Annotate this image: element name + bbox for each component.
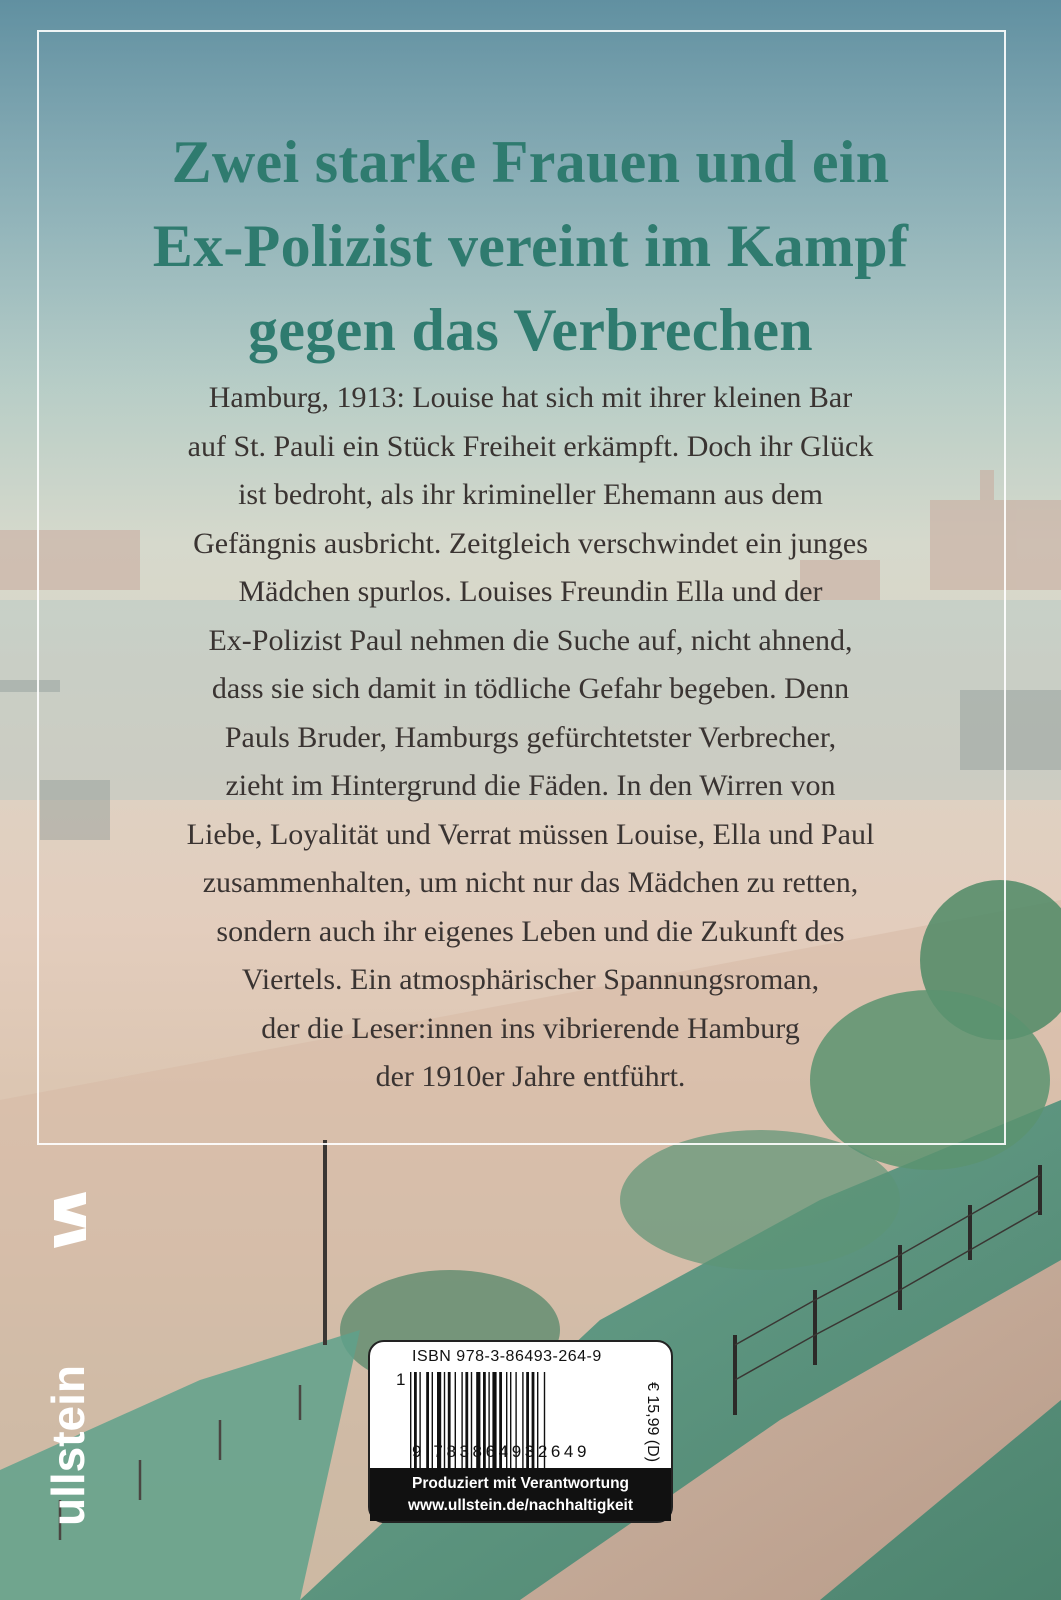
barcode-digits bbox=[412, 1442, 638, 1462]
blurb-text bbox=[100, 374, 961, 1102]
blurb-line: Ex-Polizist Paul nehmen die Suche auf, nicht ahnend, bbox=[208, 623, 853, 657]
blurb-line: Mädchen spurlos. Louises Freundin Ella und der bbox=[238, 575, 823, 608]
headline-line: Ex-Polizist vereint im Kampf bbox=[152, 213, 909, 279]
blurb-line: der die Leser:innen ins vibrierende Hamburg bbox=[261, 1011, 800, 1045]
blurb-line: zusammenhalten, um nicht nur das Mädchen zu retten, bbox=[202, 866, 859, 899]
ullstein-mark-icon bbox=[54, 1192, 86, 1228]
blurb-line: auf St. Pauli ein Stück Freiheit erkämpft. Doch ihr Glück bbox=[187, 429, 874, 463]
sustainability-footer bbox=[370, 1468, 671, 1521]
publisher-wordmark: ullstein bbox=[42, 1364, 94, 1526]
isbn-label: ISBN 978-3-86493-264-9 bbox=[412, 1348, 602, 1365]
blurb-line: der 1910er Jahre entführt. bbox=[375, 1060, 686, 1093]
blurb-line: Gefängnis ausbricht. Zeitgleich verschwindet ein junges bbox=[193, 526, 868, 560]
barcode-first-digit: 9 bbox=[412, 1442, 426, 1461]
barcode-box bbox=[368, 1340, 673, 1523]
headline-line: gegen das Verbrechen bbox=[248, 297, 813, 363]
blurb-line: Liebe, Loyalität und Verrat müssen Louise, Ella und Paul bbox=[186, 817, 875, 851]
footer-line-1: Produziert mit Verantwortung bbox=[411, 1475, 629, 1492]
blurb-line: sondern auch ihr eigenes Leben und die Zukunft des bbox=[216, 914, 845, 948]
barcode-number: 783864932649 bbox=[433, 1442, 591, 1461]
footer-line-2: www.ullstein.de/nachhaltigkeit bbox=[407, 1497, 634, 1514]
barcode-lead-digit: 1 bbox=[396, 1370, 406, 1389]
blurb-line: zieht im Hintergrund die Fäden. In den Wirren von bbox=[225, 769, 836, 802]
blurb-line: Viertels. Ein atmosphärischer Spannungsroman, bbox=[241, 963, 820, 996]
blurb-line: Hamburg, 1913: Louise hat sich mit ihrer kleinen Bar bbox=[208, 381, 853, 414]
blurb-line: Pauls Bruder, Hamburgs gefürchtetster Verbrecher, bbox=[224, 720, 837, 754]
blurb-line: dass sie sich damit in tödliche Gefahr begeben. Denn bbox=[211, 672, 850, 705]
price-text: € 15,99 (D) bbox=[644, 1381, 661, 1463]
ullstein-logo bbox=[42, 1190, 94, 1530]
headline bbox=[60, 120, 1001, 372]
headline-line: Zwei starke Frauen und ein bbox=[171, 129, 890, 195]
blurb-line: ist bedroht, als ihr krimineller Ehemann aus dem bbox=[238, 478, 823, 511]
price-label bbox=[640, 1372, 664, 1472]
